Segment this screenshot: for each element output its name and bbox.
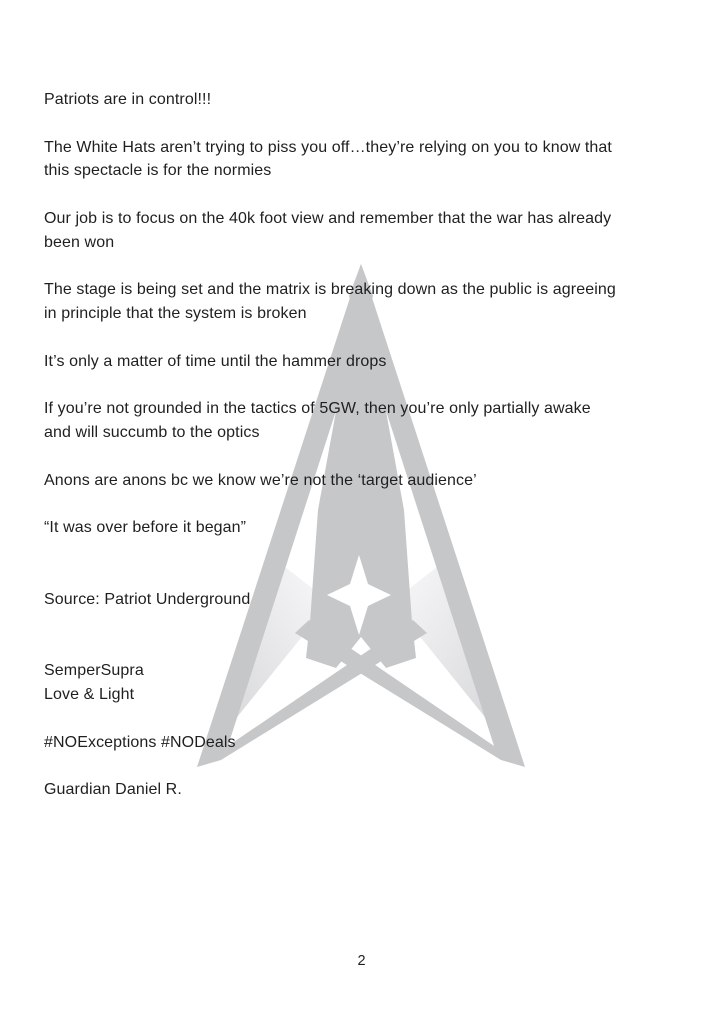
text-line <box>44 112 694 136</box>
text-line: Our job is to focus on the 40k foot view and remember that the war has already <box>44 209 612 227</box>
text-line <box>44 754 694 778</box>
text-line <box>44 493 694 517</box>
text-line <box>44 445 694 469</box>
text-line: The White Hats aren’t trying to piss you off…they’re relying on you to know that <box>44 138 612 156</box>
text-line: If you’re not grounded in the tactics of 5GW, then you’re only partially awake <box>44 400 591 418</box>
text-line <box>44 540 694 564</box>
text-line: Source: Patriot Underground <box>44 590 251 608</box>
text-line: SemperSupra <box>44 662 144 680</box>
text-line: Patriots are in control!!! <box>44 91 212 108</box>
text-line <box>44 374 694 398</box>
text-line: Love & Light <box>44 685 135 703</box>
text-line: Anons are anons bc we know we’re not the ‘target audience’ <box>44 471 477 489</box>
text-line: this spectacle is for the normies <box>44 162 272 180</box>
text-line: The stage is being set and the matrix is breaking down as the public is agreeing <box>44 281 616 299</box>
text-line <box>44 564 694 588</box>
text-line: It’s only a matter of time until the hammer drops <box>44 352 387 370</box>
text-line: in principle that the system is broken <box>44 305 307 323</box>
text-line: Guardian Daniel R. <box>44 781 182 799</box>
document-text <box>44 88 694 802</box>
text-line <box>44 635 694 659</box>
text-line <box>44 707 694 731</box>
text-line: “It was over before it began” <box>44 519 247 537</box>
text-line: #NOExceptions #NODeals <box>44 733 236 751</box>
text-line <box>44 326 694 350</box>
text-line <box>44 612 694 636</box>
page-number: 2 <box>357 953 366 969</box>
text-line <box>44 183 694 207</box>
text-line: and will succumb to the optics <box>44 424 260 442</box>
text-line <box>44 255 694 279</box>
text-line: been won <box>44 233 115 251</box>
